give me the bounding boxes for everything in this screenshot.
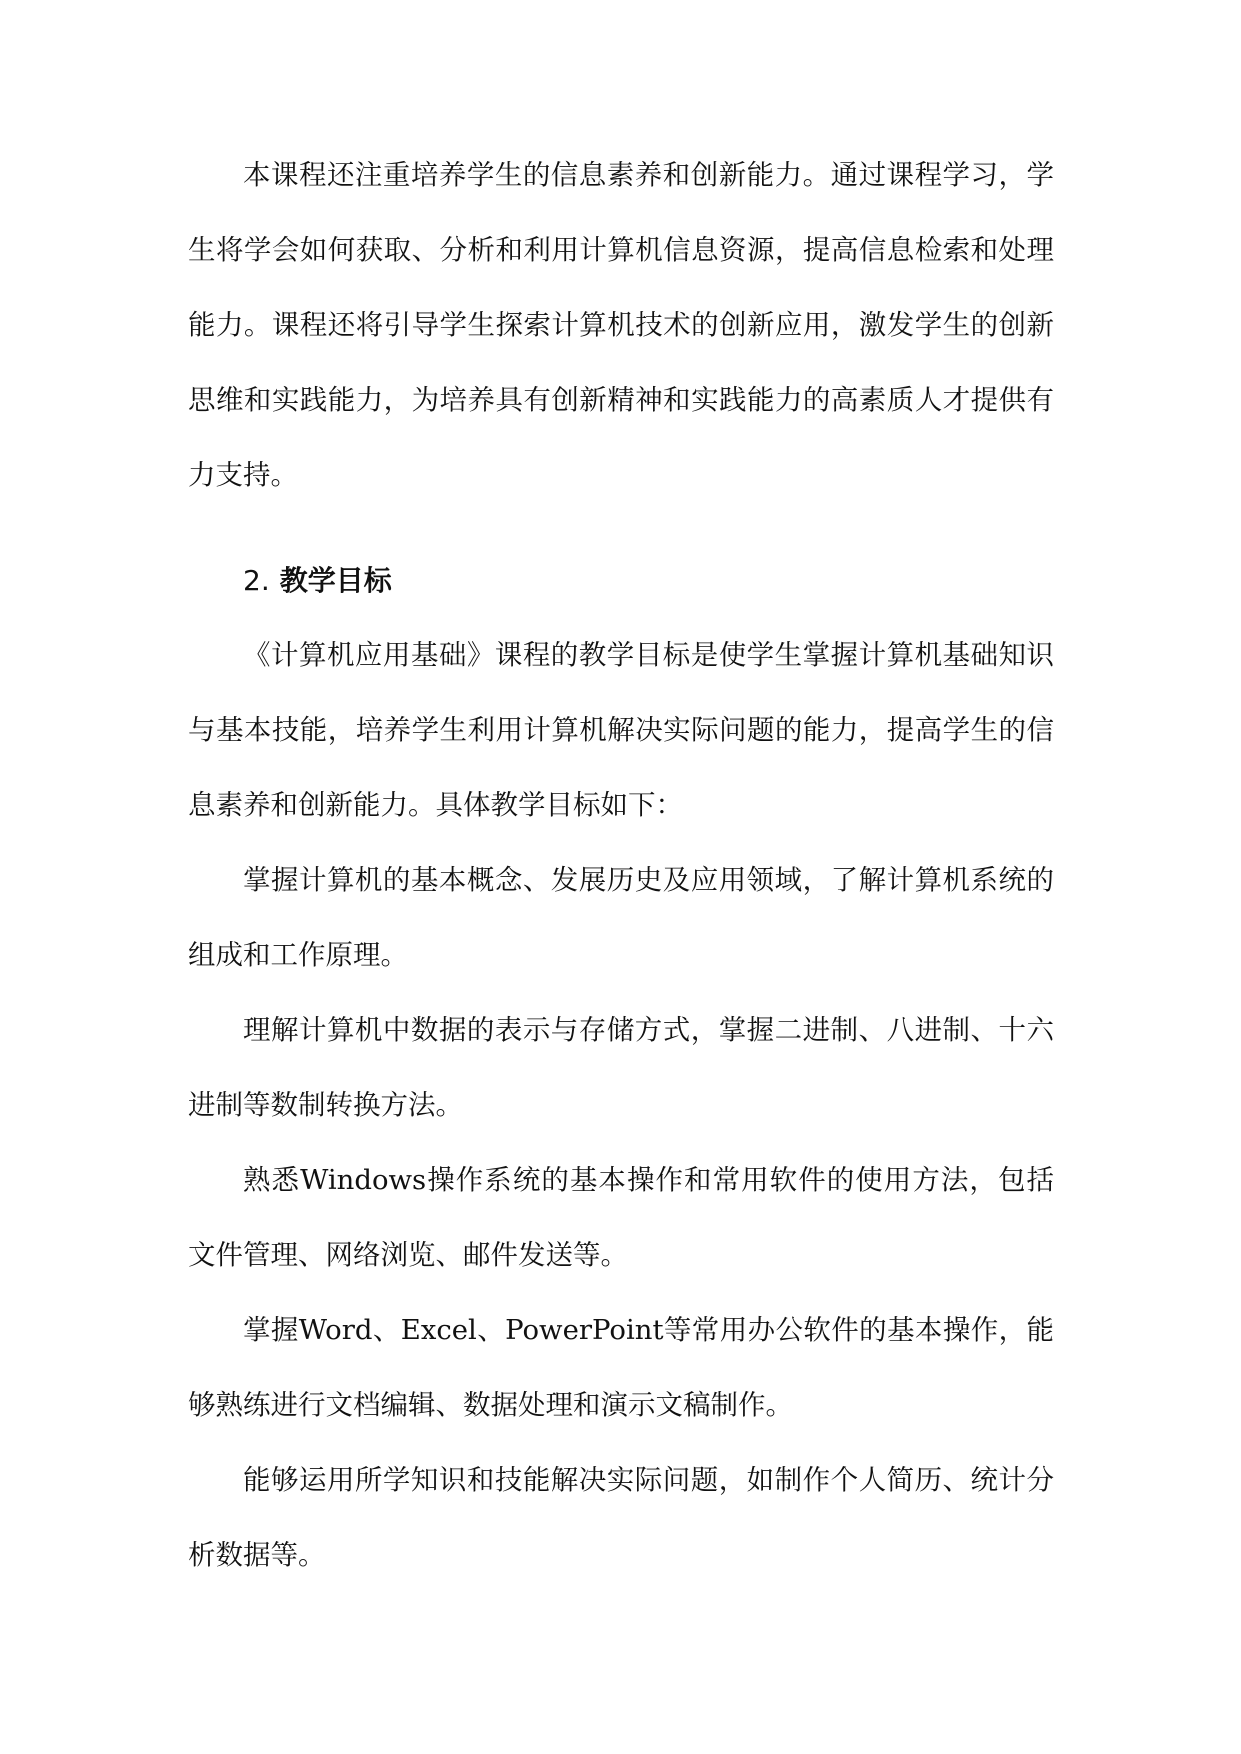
- objectives-intro-paragraph: 《计算机应用基础》课程的教学目标是使学生掌握计算机基础知识与基本技能，培养学生利用计算机解决实际问题的能力，提高学生的信息素养和创新能力。具体教学目标如下：: [188, 639, 1054, 821]
- objective-paragraph-4: 掌握Word、Excel、PowerPoint等常用办公软件的基本操作，能够熟练进行文档编辑、数据处理和演示文稿制作。: [188, 1314, 1054, 1421]
- document-body: [188, 138, 1054, 1593]
- objective-paragraph-1: 掌握计算机的基本概念、发展历史及应用领域，了解计算机系统的组成和工作原理。: [188, 864, 1054, 971]
- objective-paragraph-5: 能够运用所学知识和技能解决实际问题，如制作个人简历、统计分析数据等。: [188, 1464, 1054, 1571]
- section-title: 教学目标: [279, 564, 392, 597]
- objective-paragraph-2: 理解计算机中数据的表示与存储方式，掌握二进制、八进制、十六进制等数制转换方法。: [188, 1014, 1054, 1121]
- objective-paragraph-3: 熟悉Windows操作系统的基本操作和常用软件的使用方法，包括文件管理、网络浏览、邮件发送等。: [188, 1164, 1054, 1271]
- section-heading: [188, 543, 1054, 618]
- intro-paragraph: 本课程还注重培养学生的信息素养和创新能力。通过课程学习，学生将学会如何获取、分析和利用计算机信息资源，提高信息检索和处理能力。课程还将引导学生探索计算机技术的创新应用，激发学生的创新思维和实践能力，为培养具有创新精神和实践能力的高素质人才提供有力支持。: [188, 159, 1054, 491]
- section-number: 2.: [243, 564, 270, 597]
